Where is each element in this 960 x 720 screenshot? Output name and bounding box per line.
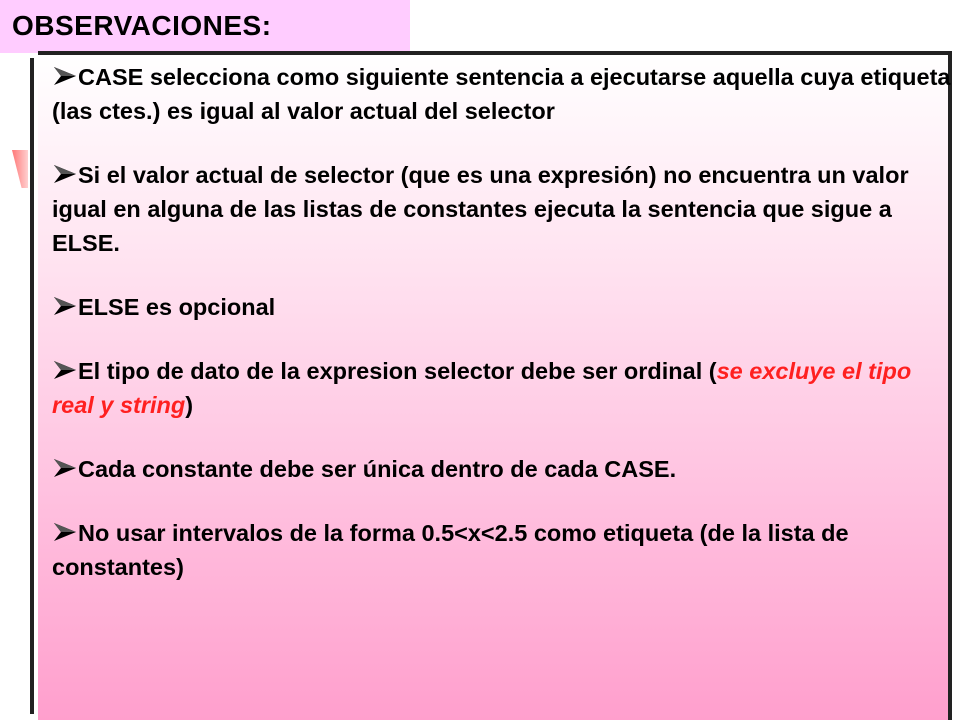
- item-text: No usar intervalos de la forma 0.5<x<2.5 como etiqueta (de la lista de constantes): [52, 520, 849, 580]
- arrowhead-bullet-icon: [52, 457, 78, 479]
- item-text-end: ): [185, 392, 194, 418]
- item-text: ELSE es opcional: [78, 294, 276, 320]
- list-item: [52, 60, 952, 128]
- list-item: [52, 158, 952, 260]
- list-item: [52, 354, 952, 422]
- highlight-text: se excluye el tipo real y string: [52, 358, 912, 418]
- item-text: Cada constante debe ser única dentro de cada CASE.: [78, 456, 677, 482]
- item-text: El tipo de dato de la expresion selector debe ser ordinal (: [78, 358, 717, 384]
- list-item: [52, 290, 952, 324]
- item-text: Si el valor actual de selector (que es una expresión) no encuentra un valor igual en alguna de las listas de constantes ejecuta la sentencia que sigue a ELSE.: [52, 162, 909, 256]
- left-divider: [30, 58, 34, 714]
- arrowhead-bullet-icon: [52, 163, 78, 185]
- bullet-list: [52, 60, 952, 614]
- title-box: [0, 0, 410, 53]
- arrowhead-bullet-icon: [52, 359, 78, 381]
- arrowhead-bullet-icon: [52, 65, 78, 87]
- arrowhead-bullet-icon: [52, 521, 78, 543]
- decorative-accent: [12, 150, 28, 188]
- list-item: [52, 452, 952, 486]
- list-item: [52, 516, 952, 584]
- arrowhead-bullet-icon: [52, 295, 78, 317]
- item-text: CASE selecciona como siguiente sentencia a ejecutarse aquella cuya etiqueta (las ctes.) es igual al valor actual del selector: [52, 64, 951, 124]
- slide-title: OBSERVACIONES:: [12, 10, 272, 41]
